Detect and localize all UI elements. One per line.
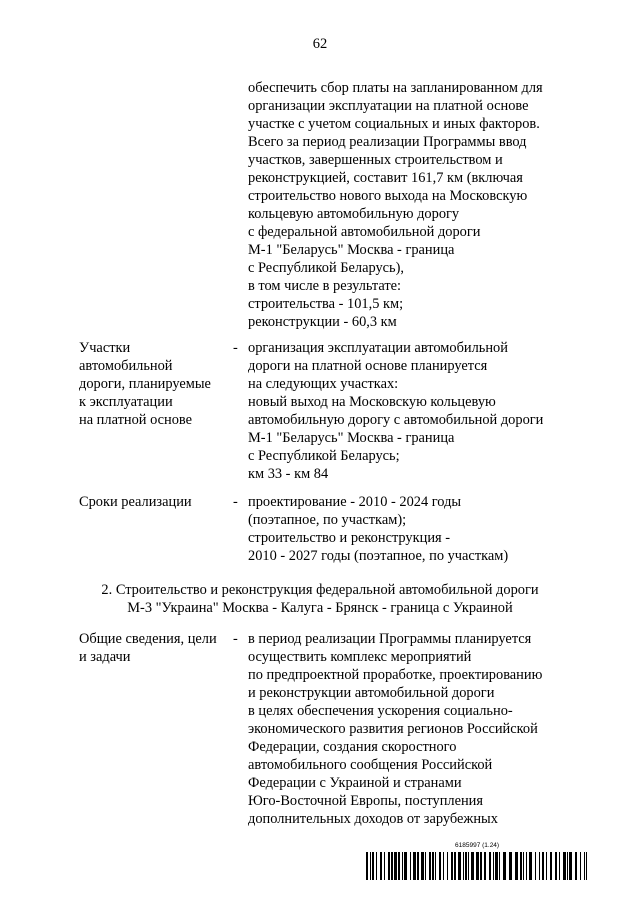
intro-line: строительство нового выхода на Московскую (248, 188, 528, 204)
section-value-line: 2010 - 2027 годы (поэтапное, по участкам) (248, 548, 509, 564)
section-value-line: организация эксплуатации автомобильной (248, 340, 508, 356)
intro-line: участков, завершенных строительством и (248, 152, 503, 168)
page-number: 62 (312, 36, 328, 52)
section-value-line: автомобильного сообщения Российской (248, 757, 493, 773)
section-label-line: Участки (79, 340, 131, 356)
section-value-line: и реконструкции автомобильной дороги (248, 685, 495, 701)
section-value-line: осуществить комплекс мероприятий (248, 649, 472, 665)
section-value-line: с Республикой Беларусь; (248, 448, 400, 464)
section-label-line: дороги, планируемые (79, 376, 211, 392)
intro-line: реконструкции - 60,3 км (248, 314, 397, 330)
section-value-line: Федерации с Украиной и странами (248, 775, 462, 791)
section-value-line: по предпроектной проработке, проектированию (248, 667, 543, 683)
section-heading-line: М-3 "Украина" Москва - Калуга - Брянск - граница с Украиной (127, 600, 513, 616)
intro-line: строительства - 101,5 км; (248, 296, 404, 312)
section-label-line: Общие сведения, цели (79, 631, 217, 647)
section-value-line: Федерации, создания скоростного (248, 739, 457, 755)
section-label-line: Сроки реализации (79, 494, 192, 510)
intro-line: реконструкцией, составит 161,7 км (включая (248, 170, 523, 186)
section-value-line: автомобильную дорогу с автомобильной дороги (248, 412, 544, 428)
intro-line: Всего за период реализации Программы ввод (248, 134, 527, 150)
section-value-line: на следующих участках: (248, 376, 399, 392)
section-value-line: дороги на платной основе планируется (248, 358, 488, 374)
section-value-line: в целях обеспечения ускорения социально- (248, 703, 513, 719)
intro-line: М-1 "Беларусь" Москва - граница (248, 242, 455, 258)
intro-line: с федеральной автомобильной дороги (248, 224, 481, 240)
barcode-number: 6185997 (1.24) (455, 842, 500, 849)
intro-line: кольцевую автомобильную дорогу (248, 206, 460, 222)
section-value-line: Юго-Восточной Европы, поступления (248, 793, 483, 809)
label-dash: - (233, 340, 238, 356)
section-value-line: (поэтапное, по участкам); (248, 512, 407, 528)
section-label-line: к эксплуатации (79, 394, 173, 410)
section-value-line: км 33 - км 84 (248, 466, 329, 482)
label-dash: - (233, 494, 238, 510)
section-label-line: автомобильной (79, 358, 173, 374)
intro-line: обеспечить сбор платы на запланированном для (248, 80, 543, 96)
section-value-line: М-1 "Беларусь" Москва - граница (248, 430, 455, 446)
section-label-line: на платной основе (79, 412, 193, 428)
label-dash: - (233, 631, 238, 647)
barcode-graphic (366, 852, 588, 880)
intro-line: организации эксплуатации на платной основе (248, 98, 529, 114)
intro-line: с Республикой Беларусь), (248, 260, 404, 276)
section-value-line: дополнительных доходов от зарубежных (248, 811, 498, 827)
section-heading-line: 2. Строительство и реконструкция федеральной автомобильной дороги (101, 582, 539, 598)
intro-line: в том числе в результате: (248, 278, 402, 294)
section-value-line: строительство и реконструкция - (248, 530, 451, 546)
section-value-line: в период реализации Программы планируется (248, 631, 532, 647)
section-value-line: проектирование - 2010 - 2024 годы (248, 494, 462, 510)
section-label-line: и задачи (79, 649, 131, 665)
section-value-line: новый выход на Московскую кольцевую (248, 394, 496, 410)
section-value-line: экономического развития регионов Российской (248, 721, 538, 737)
intro-line: участке с учетом социальных и иных факторов. (248, 116, 540, 132)
